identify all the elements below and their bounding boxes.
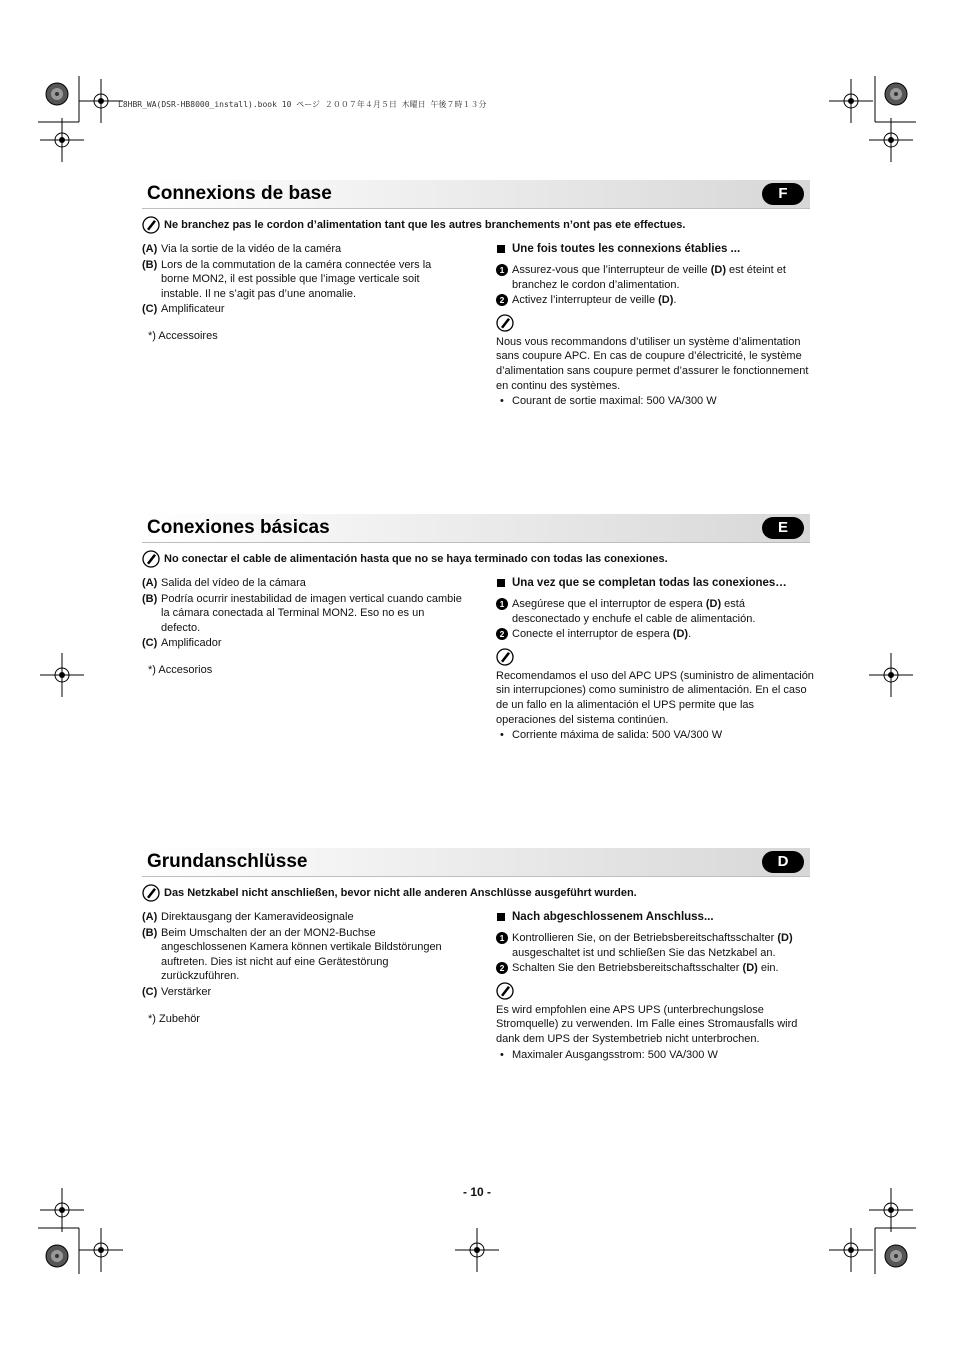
label-item: (C) Verstärker [142,985,212,998]
step-item: 1 Kontrollieren Sie, on der Betriebsbereitschaftsschalter (D) ausgeschaltet ist und schließen Sie das Netzkabel an. [496,931,816,960]
step-item: 2 Activez l’interrupteur de veille (D). [496,293,816,308]
warning-note [142,216,810,236]
instructions-column [496,576,816,743]
instructions-column [496,242,816,409]
warning-text: Das Netzkabel nicht anschließen, bevor nicht alle anderen Anschlüsse ausgeführt wurden. [164,887,637,899]
language-badge: F [762,183,804,205]
section-spanish [142,514,814,742]
note-text: Recomendamos el uso del APC UPS (suministro de alimentación sin interrupciones) como suministro de alimentación. En el caso de un fallo en la alimentación el UPS permite que las operaciones del sistema continúen. [496,669,814,726]
section-title-bar [142,514,810,543]
section-french [142,180,810,408]
warning-note [142,550,810,570]
step-number-icon: 2 [496,962,508,974]
square-bullet-icon [497,579,505,587]
warning-note [142,884,810,904]
step-item: 1 Assurez-vous que l’interrupteur de veille (D) est éteint et branchez le cordon d’alimentation. [496,263,816,292]
step-number-icon: 2 [496,628,508,640]
bullet-item: • Maximaler Ausgangsstrom: 500 VA/300 W [500,1048,718,1061]
note-pencil-icon [496,982,514,1000]
print-header: L8HBR_WA(DSR-HB8000_install).book 10 ページ ２００７年４月５日 木曜日 午後７時１３分 [118,100,487,109]
sub-heading: Una vez que se completan todas las conexiones… [496,576,816,591]
labels-column [142,242,462,344]
bullet-item: • Courant de sortie maximal: 500 VA/300 W [500,395,717,408]
warning-text: Ne branchez pas le cordon d’alimentation tant que les autres branchements n’ont pas ete effectues. [164,219,686,231]
step-item: 2 Conecte el interruptor de espera (D). [496,627,816,642]
section-title: Conexiones básicas [147,517,330,538]
instructions-column [496,910,816,1062]
label-item: (A) Salida del vídeo de la cámara [142,577,306,589]
labels-column [142,910,462,1026]
step-item: 2 Schalten Sie den Betriebsbereitschaftsschalter (D) ein. [496,961,816,976]
note-block [496,314,816,409]
square-bullet-icon [497,245,505,253]
note-pencil-icon [496,648,514,666]
label-item: (C) Amplificateur [142,303,225,316]
note-text: Nous vous recommandons d’utiliser un système d’alimentation sans coupure APC. En cas de coupure d’électricité, le système d’alimentation sans coupure permet d’assurer le fonctionnement en continu des systèmes. [496,335,809,392]
page-number: - 10 - [462,1185,491,1199]
note-pencil-icon [142,216,160,234]
note-block [496,982,816,1062]
label-item: (B) Podría ocurrir inestabilidad de imagen vertical cuando cambie la cámara conectada al Terminal MON2. Eso no es un defecto. [142,592,462,634]
color-target-icon [885,1245,907,1267]
note-text: Es wird empfohlen eine APS UPS (unterbrechungslose Stromquelle) zu verwenden. Im Falle eines Stromausfalls wird dank dem UPS der Systembetrieb nicht unterbrochen. [496,1003,798,1045]
step-number-icon: 1 [496,598,508,610]
accessories-note: *) Accesorios [148,663,213,676]
color-target-icon [46,83,68,105]
section-title: Connexions de base [147,183,332,204]
section-title-bar [142,848,810,877]
step-item: 1 Asegúrese que el interruptor de espera (D) está desconectado y enchufe el cable de alimentación. [496,597,816,626]
sub-heading: Une fois toutes les connexions établies ... [496,242,816,257]
note-pencil-icon [496,314,514,332]
sub-heading: Nach abgeschlossenem Anschluss... [496,910,816,925]
square-bullet-icon [497,913,505,921]
label-item: (B) Beim Umschalten der an der MON2-Buchse angeschlossenen Kamera können vertikale Bildstörungen auftreten. Dies ist nicht auf eine Gerätestörung zurückzuführen. [142,926,442,983]
note-block [496,648,816,743]
section-title: Grundanschlüsse [147,851,308,872]
label-item: (A) Via la sortie de la vidéo de la caméra [142,243,342,255]
labels-column [142,576,462,678]
bullet-item: • Corriente máxima de salida: 500 VA/300 W [500,729,723,742]
step-number-icon: 1 [496,932,508,944]
step-number-icon: 1 [496,264,508,276]
note-pencil-icon [142,884,160,902]
color-target-icon [46,1245,68,1267]
label-item: (A) Direktausgang der Kameravideosignale [142,911,354,923]
language-badge: D [762,851,804,873]
label-item: (B) Lors de la commutation de la caméra connectée vers la borne MON2, il est possible que l’image verticale soit instable. Il ne s’agit pas d’une anomalie. [142,258,432,300]
step-number-icon: 2 [496,294,508,306]
note-pencil-icon [142,550,160,568]
warning-text: No conectar el cable de alimentación hasta que no se haya terminado con todas las conexiones. [164,553,668,565]
section-title-bar [142,180,810,209]
accessories-note: *) Accessoires [148,329,218,342]
label-item: (C) Amplificador [142,637,222,650]
section-german [142,848,810,1061]
accessories-note: *) Zubehör [148,1012,200,1025]
language-badge: E [762,517,804,539]
color-target-icon [885,83,907,105]
